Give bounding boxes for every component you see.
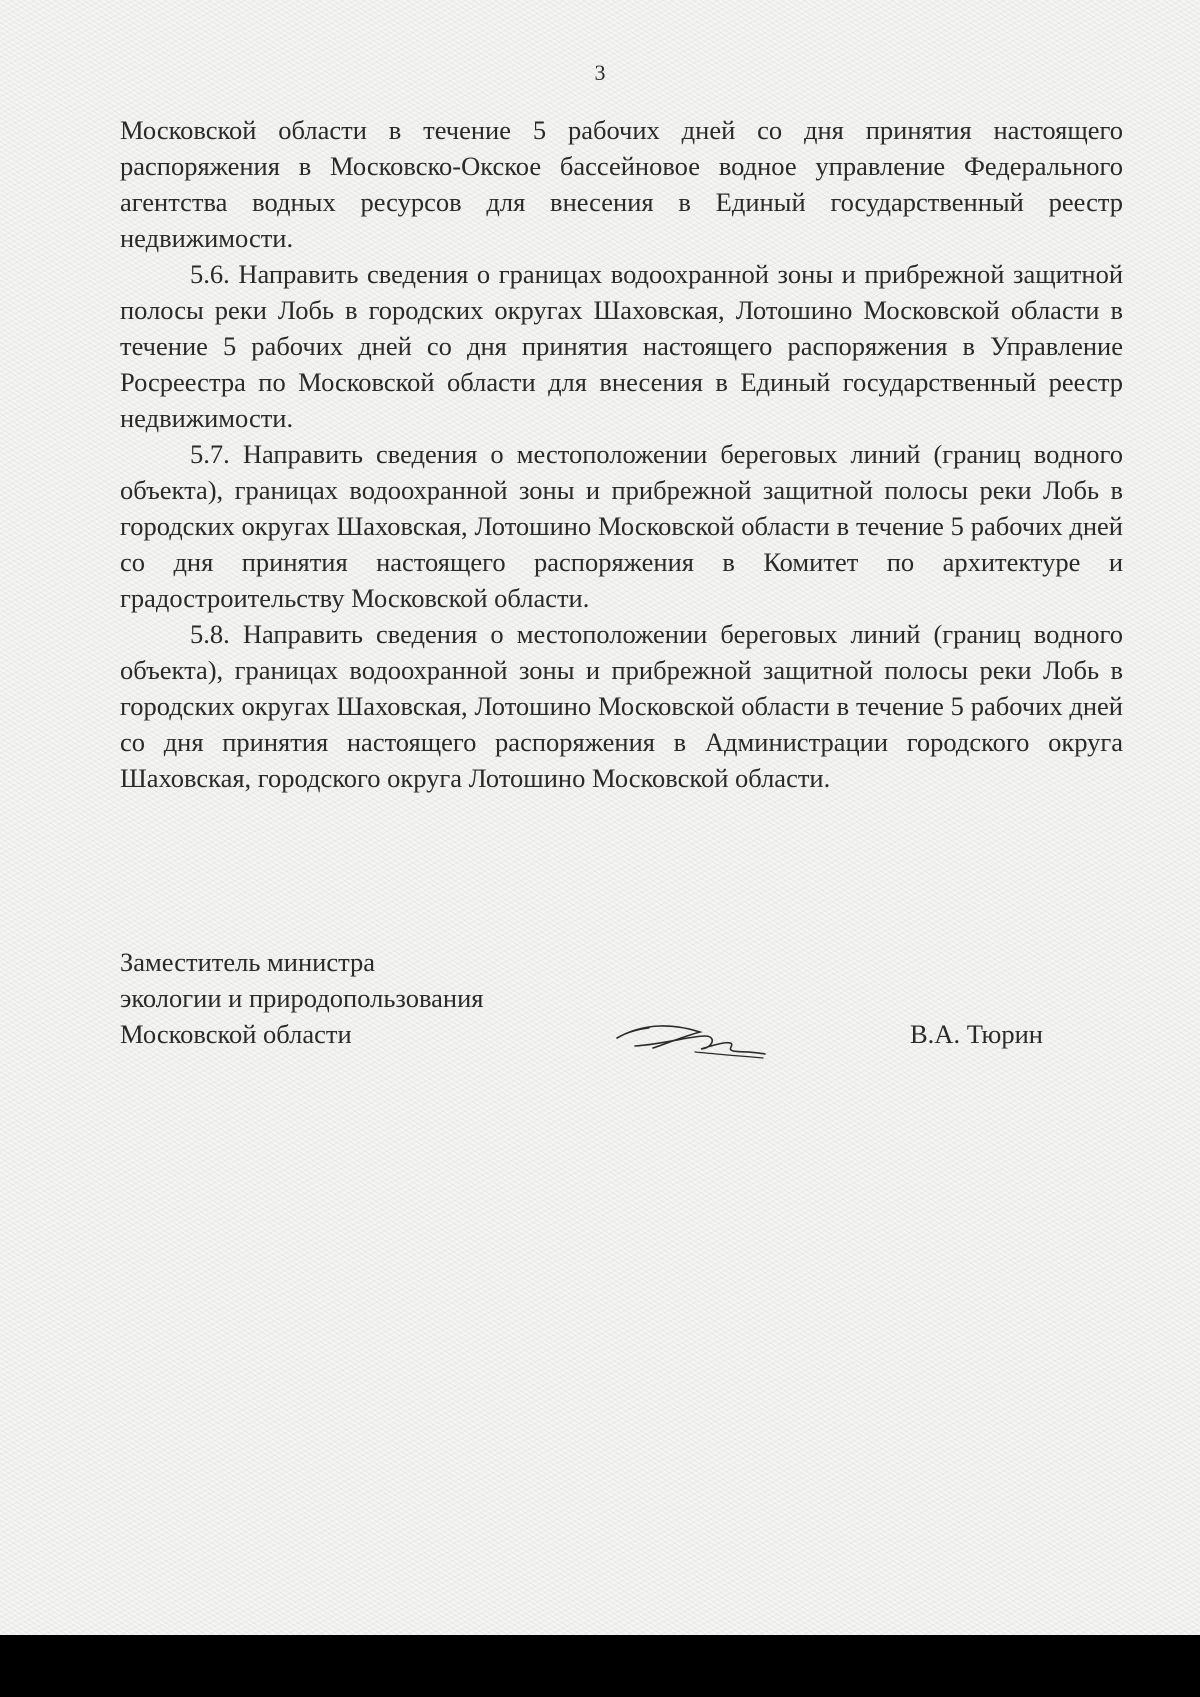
signer-position-line: Московской области (120, 1019, 352, 1049)
paragraph-5-6: 5.6. Направить сведения о границах водоохранной зоны и прибрежной защитной полосы реки Лобь в городских округах Шаховская, Лотошино Московской области в течение 5 рабочих дней со дня принятия настоящего распоряжения в Управление Росреестра по Московской области для внесения в Единый государственный реестр недвижимости. (120, 259, 1123, 433)
signature-block (120, 944, 1123, 1064)
signer-position-line: Заместитель министра (120, 947, 376, 977)
paragraph-5-7: 5.7. Направить сведения о местоположении береговых линий (границ водного объекта), границах водоохранной зоны и прибрежной защитной полосы реки Лобь в городских округах Шаховская, Лотошино Московской области в течение 5 рабочих дней со дня принятия настоящего распоряжения в Комитет по архитектуре и градостроительству Московской области. (120, 439, 1123, 613)
signer-position-line: экологии и природопользования (120, 983, 484, 1013)
scan-border (0, 1635, 1200, 1697)
document-body (120, 112, 1123, 796)
signer-name: В.А. Тюрин (910, 1019, 1043, 1049)
page-number: 3 (594, 60, 606, 85)
handwritten-signature (605, 1014, 775, 1064)
signer-position (120, 944, 483, 1052)
paragraph-5-8: 5.8. Направить сведения о местоположении береговых линий (границ водного объекта), границах водоохранной зоны и прибрежной защитной полосы реки Лобь в городских округах Шаховская, Лотошино Московской области в течение 5 рабочих дней со дня принятия настоящего распоряжения в Администрации городского округа Шаховская, городского округа Лотошино Московской области. (120, 619, 1123, 793)
paragraph-continuation: Московской области в течение 5 рабочих дней со дня принятия настоящего распоряжения в Московско-Окское бассейновое водное управление Федерального агентства водных ресурсов для внесения в Единый государственный реестр недвижимости. (120, 115, 1123, 253)
